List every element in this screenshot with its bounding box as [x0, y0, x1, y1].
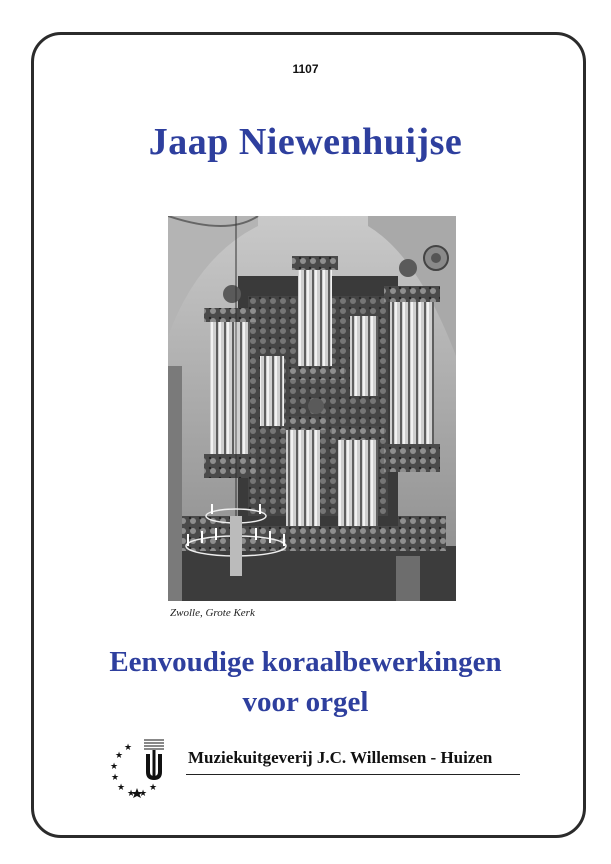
publisher-name: Muziekuitgeverij J.C. Willemsen - Huizen — [188, 748, 493, 767]
work-title-line-1: Eenvoudige koraalbewerkingen — [109, 646, 502, 678]
svg-text:★: ★ — [116, 783, 126, 793]
publisher-underline — [186, 774, 520, 775]
composer-name: Jaap Niewenhuijse — [148, 121, 463, 163]
svg-text:★: ★ — [114, 751, 124, 761]
photo-caption: Zwolle, Grote Kerk — [170, 607, 255, 619]
svg-text:★: ★ — [123, 743, 133, 753]
svg-text:★: ★ — [126, 789, 136, 798]
svg-text:★: ★ — [109, 762, 119, 772]
catalog-number: 1107 — [292, 62, 319, 76]
organ-photo — [168, 216, 456, 601]
work-title-line-2: voor orgel — [242, 686, 369, 718]
svg-text:★: ★ — [138, 789, 148, 798]
svg-text:★: ★ — [110, 773, 120, 783]
organ-photo-image-icon — [168, 216, 456, 601]
willemsen-star-logo-icon — [108, 736, 166, 798]
svg-text:★: ★ — [148, 783, 158, 793]
